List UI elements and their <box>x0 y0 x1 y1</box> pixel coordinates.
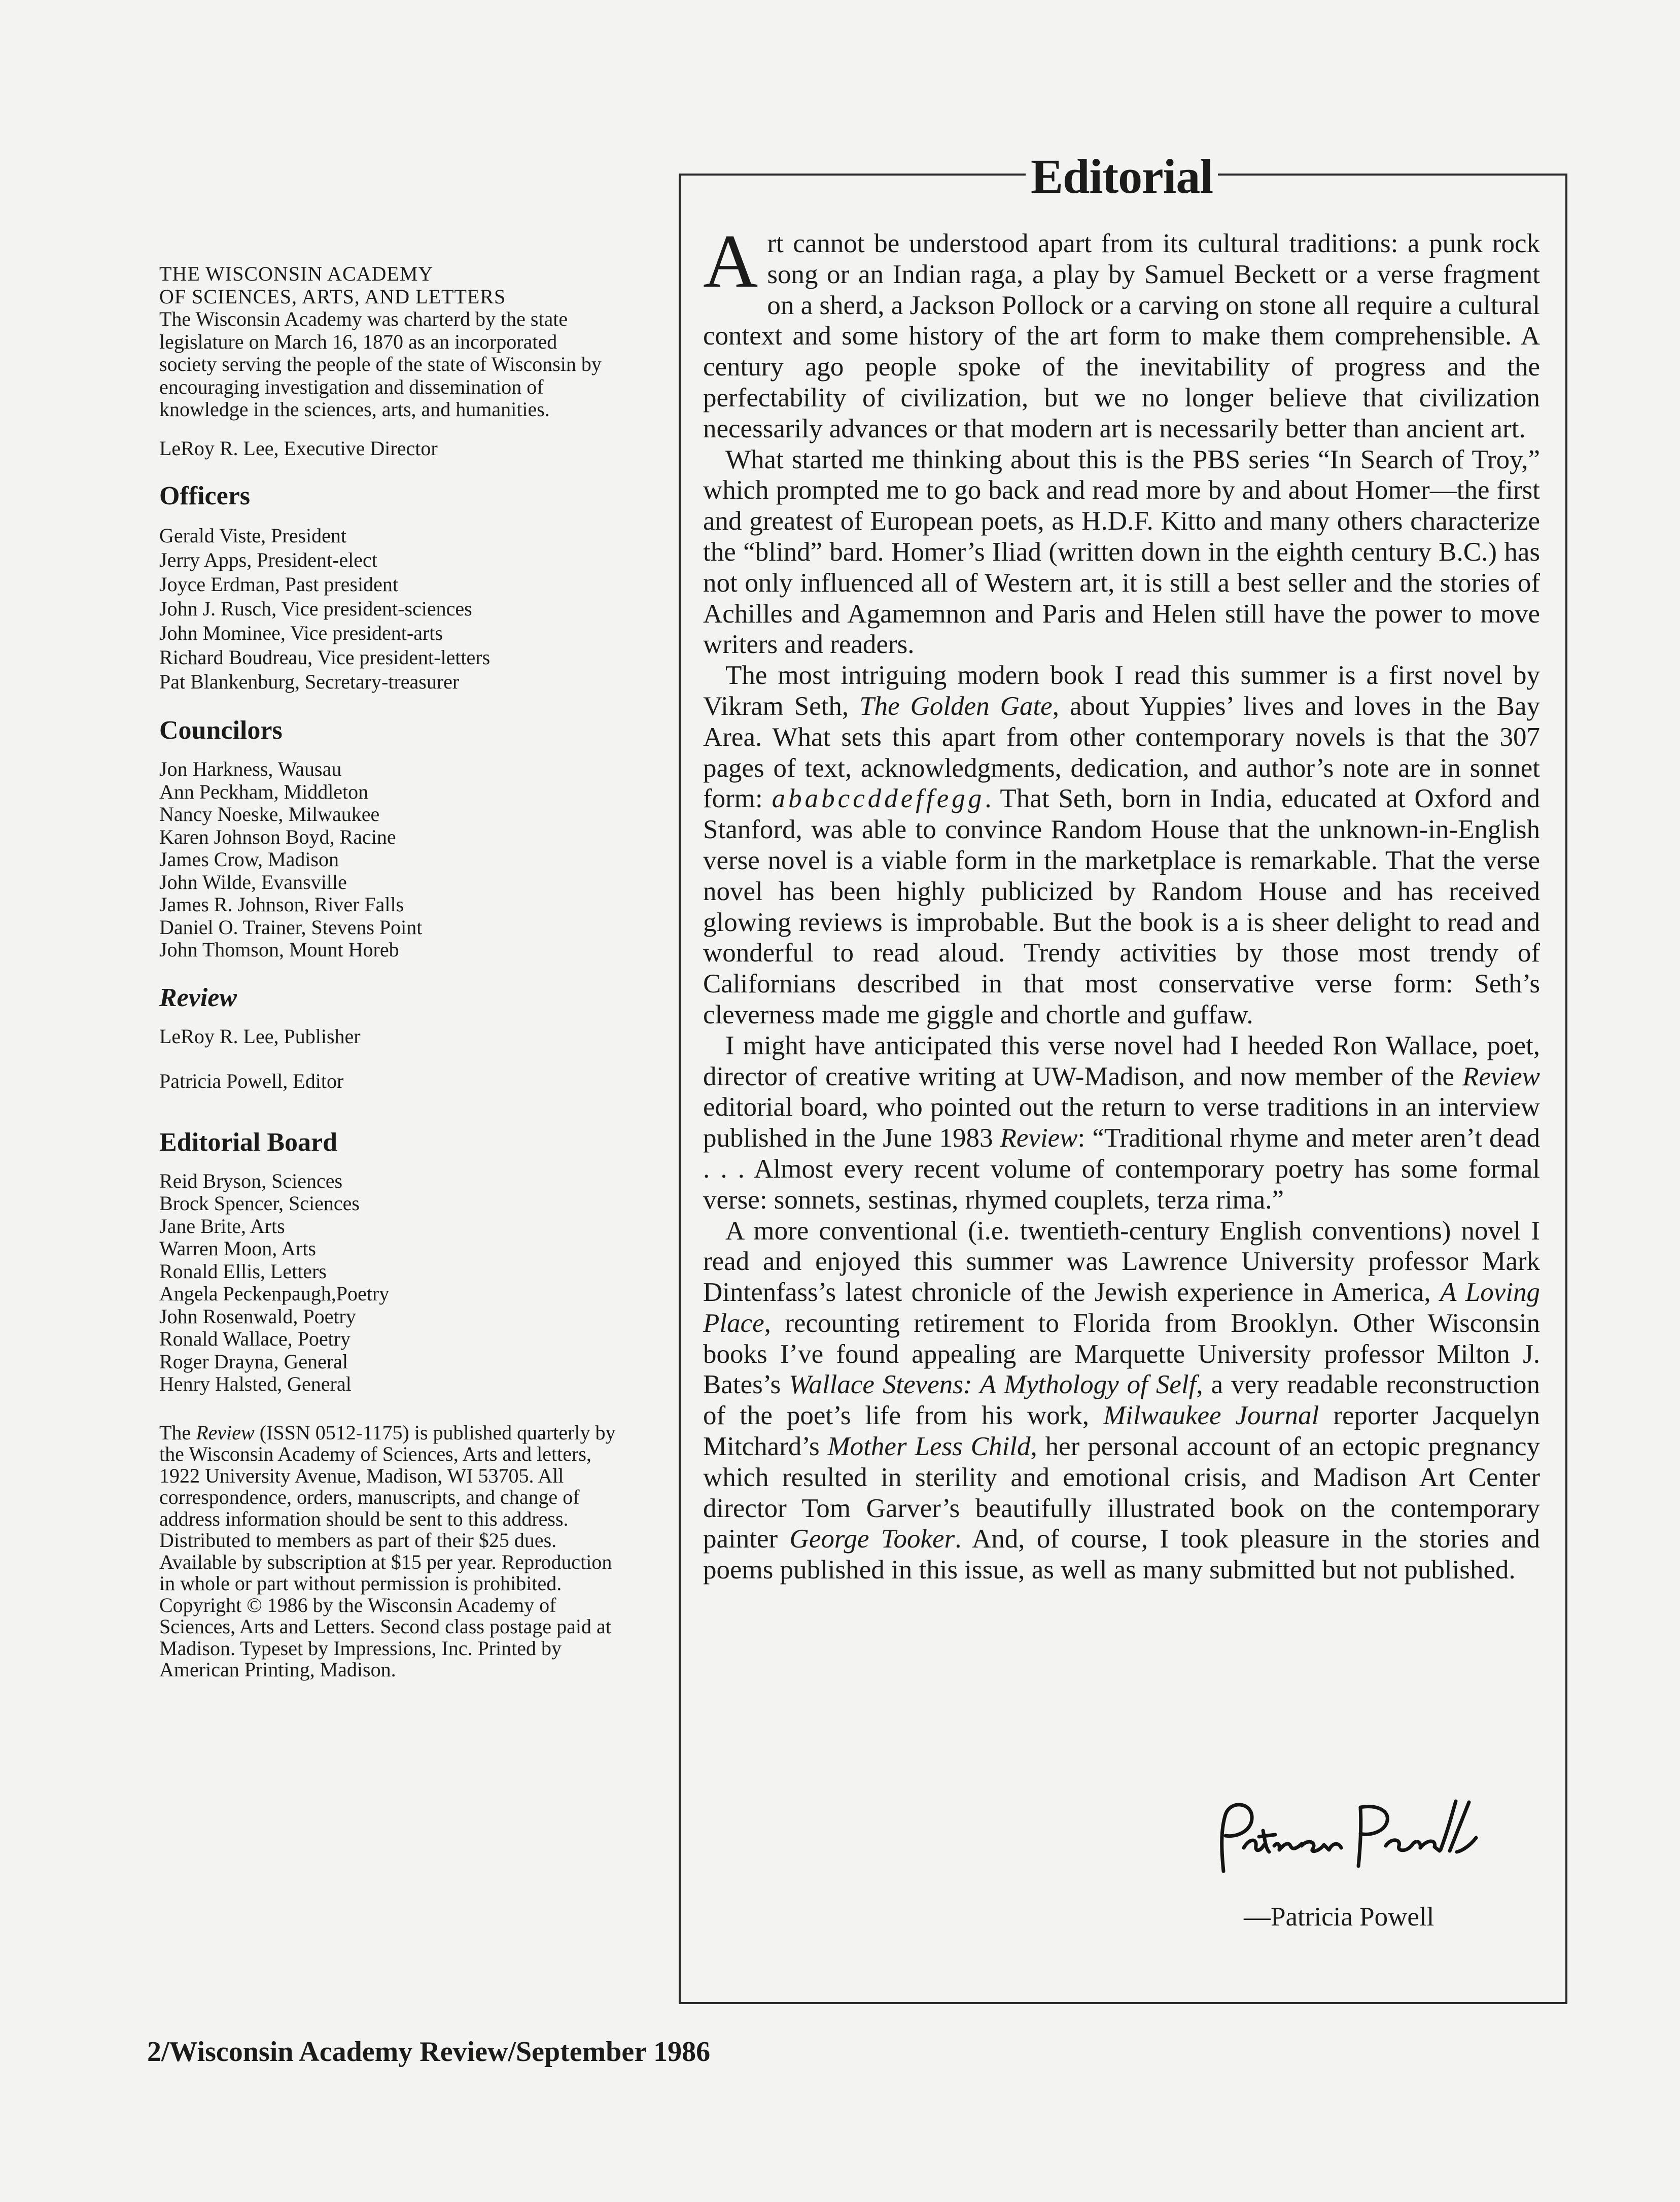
councilor-item: Daniel O. Trainer, Stevens Point <box>159 915 423 939</box>
p5-text-d: reporter Jacquelyn Mitchard’s <box>703 1401 1540 1462</box>
councilor-item: James R. Johnson, River Falls <box>159 893 404 916</box>
councilor-item: Jon Harkness, Wausau <box>159 758 342 780</box>
editorial-board-list <box>159 1170 616 1396</box>
p5-text-f: . And, of course, I took pleasure in the stories and poems published in this issue, as well as many submitted but not published. <box>703 1524 1540 1585</box>
book-title-wallace-stevens: Wallace Stevens: A Mythology of Self <box>789 1370 1197 1400</box>
board-member-item: John Rosenwald, Poetry <box>159 1304 356 1328</box>
councilor-item: James Crow, Madison <box>159 848 339 871</box>
officers-list <box>159 524 616 694</box>
masthead-column <box>159 263 616 1681</box>
officer-item: Pat Blankenburg, Secretary-treasurer <box>159 670 460 693</box>
review-staff-list <box>159 1025 616 1093</box>
p4-text-c: : “Traditional rhyme and meter aren’t dead . . . Almost every recent volume of contemporary poetry has some formal verse: sonnets, sestinas, rhymed couplets, terza rima.” <box>703 1123 1540 1215</box>
officers-heading: Officers <box>159 481 251 510</box>
officer-item: John J. Rusch, Vice president-sciences <box>159 597 472 620</box>
review-title-1: Review <box>1462 1061 1540 1091</box>
editorial-box <box>679 149 1567 2004</box>
p2-text: What started me thinking about this is the PBS series “In Search of Troy,” which prompted me to go back and read more by and about Homer—the first and greatest of European poets, as H.D.F. Kitto and many others characterize the “blind” bard. Homer’s Iliad (written down in the eighth century B.C.) has not only influenced all of Western art, it is still a best seller and the stories of Achilles and Agamemnon and Paris and Helen still have the power to move writers and readers. <box>703 444 1540 660</box>
board-member-item: Angela Peckenpaugh,Poetry <box>159 1282 390 1305</box>
editorial-paragraph-5 <box>703 1216 1540 1586</box>
officer-item: Joyce Erdman, Past president <box>159 573 398 596</box>
board-member-item: Warren Moon, Arts <box>159 1237 316 1260</box>
rhyme-scheme: ababccddeffegg <box>772 784 985 814</box>
councilor-item: John Wilde, Evansville <box>159 870 347 893</box>
p5-text-c: , a very readable reconstruction of the poet’s life from his work, <box>703 1370 1540 1431</box>
p5-text-b: , recounting retirement to Florida from Brooklyn. Other Wisconsin books I’ve found appealing are Marquette University professor Milton J. Bates’s <box>703 1308 1540 1400</box>
drop-cap: A <box>703 219 758 303</box>
book-title-loving-place: A Loving Place <box>703 1278 1540 1338</box>
p5-text-e: , her personal account of an ectopic pregnancy which resulted in sterility and emotional crisis, and Madison Art Center director Tom Garver’s beautifully illustrated book on the contemporary painter <box>703 1432 1541 1554</box>
editorial-board-heading: Editorial Board <box>159 1127 338 1157</box>
p3-text-b: , about Yuppies’ lives and loves in the Bay Area. What sets this apart from other contemporary novels is that the 307 pages of text, acknowledgments, dedication, and author’s note are in sonnet form: <box>703 691 1540 814</box>
book-title-golden-gate: The Golden Gate <box>859 691 1053 721</box>
review-heading: Review <box>159 983 237 1012</box>
p1-text: rt cannot be understood apart from its cultural traditions: a punk rock song or an Indian raga, a play by Samuel Beckett or a verse fragment on a sherd, a Jackson Pollock or a carving on stone all require a cultural context and some history of the art form to make them comprehensible. A century ago people spoke of the inevitability of progress and the perfectability of civilization, but we no longer believe that civilization necessarily advances or that modern art is necessarily better than ancient art. <box>703 229 1540 443</box>
board-member-item: Henry Halsted, General <box>159 1372 352 1395</box>
editorial-title: Editorial <box>1026 151 1218 202</box>
officer-item: Gerald Viste, President <box>159 524 347 547</box>
councilors-heading: Councilors <box>159 716 283 745</box>
review-staff-item: LeRoy R. Lee, Publisher <box>159 1024 361 1048</box>
signoff-name: —Patricia Powell <box>1244 1902 1434 1932</box>
review-title-2: Review <box>1000 1123 1078 1153</box>
p4-text-b: editorial board, who pointed out the return to verse traditions in an interview published in the June 1983 <box>703 1092 1540 1153</box>
review-staff-item: Patricia Powell, Editor <box>159 1070 344 1092</box>
councilor-item: Ann Peckham, Middleton <box>159 780 369 803</box>
page-footer: 2/Wisconsin Academy Review/September 1986 <box>147 2036 711 2068</box>
p5-text-a: A more conventional (i.e. twentieth-century English conventions) novel I read and enjoyed this summer was Lawrence University professor Mark Dintenfass’s latest chronicle of the Jewish experience in America, <box>703 1216 1540 1308</box>
p4-text-a: I might have anticipated this verse novel had I heeded Ron Wallace, poet, director of creative writing at UW-Madison, and now member of the <box>703 1030 1540 1091</box>
pub-note-review-title: Review <box>196 1421 255 1444</box>
book-title-george-tooker: George Tooker <box>789 1524 955 1554</box>
councilors-list <box>159 758 616 961</box>
councilor-item: Karen Johnson Boyd, Racine <box>159 825 396 848</box>
publication-note <box>159 1422 616 1681</box>
executive-director: LeRoy R. Lee, Executive Director <box>159 436 438 460</box>
p3-text-c: . That Seth, born in India, educated at Oxford and Stanford, was able to convince Random House that the unknown-in-English verse novel is a viable form in the marketplace is remarkable. That the verse novel has been highly publicized by Random House and has received glowing reviews is improbable. But the book is a is sheer delight to read and wonderful to read aloud. Trendy activities by those most trendy of Californians described in that most conservative verse form: Seth’s cleverness made me giggle and chortle and guffaw. <box>703 784 1540 1029</box>
officer-item: Jerry Apps, President-elect <box>159 548 377 571</box>
pub-note-before: The <box>159 1421 196 1444</box>
editorial-paragraph-2 <box>703 444 1540 661</box>
board-member-item: Reid Bryson, Sciences <box>159 1169 343 1192</box>
editorial-body <box>703 219 1541 1586</box>
academy-name-line2: OF SCIENCES, ARTS, AND LETTERS <box>159 285 506 308</box>
handwritten-signature <box>1208 1795 1492 1886</box>
editorial-paragraph-1 <box>703 219 1540 444</box>
book-title-mother-less-child: Mother Less Child <box>827 1432 1031 1462</box>
academy-name-line1: THE WISCONSIN ACADEMY <box>159 262 434 285</box>
board-member-item: Jane Brite, Arts <box>159 1214 285 1237</box>
p3-text-a: The most intriguing modern book I read this summer is a first novel by Vikram Seth, <box>703 661 1540 721</box>
editorial-paragraph-4 <box>703 1030 1540 1216</box>
board-member-item: Ronald Wallace, Poetry <box>159 1327 351 1350</box>
pub-note-after: (ISSN 0512-1175) is published quarterly by the Wisconsin Academy of Sciences, Arts and letters, 1922 University Avenue, Madison, WI 53705. All correspondence, orders, manuscripts, and change of address information should be sent to this address. Distributed to members as part of their $25 dues. Available by subscription at $15 per year. Reproduction in whole or part without permission is prohibited. Copyright © 1986 by the Wisconsin Academy of Sciences, Arts and Letters. Second class postage paid at Madison. Typeset by Impressions, Inc. Printed by American Printing, Madison. <box>159 1421 616 1681</box>
officer-item: Richard Boudreau, Vice president-letters <box>159 646 491 669</box>
councilor-item: Nancy Noeske, Milwaukee <box>159 803 380 825</box>
councilor-item: John Thomson, Mount Horeb <box>159 938 399 961</box>
board-member-item: Ronald Ellis, Letters <box>159 1259 327 1283</box>
academy-description: The Wisconsin Academy was charterd by the state legislature on March 16, 1870 as an incorporated society serving the people of the state of Wisconsin by encouraging investigation and dissemination of knowledge in the sciences, arts, and humanities. <box>159 307 602 421</box>
board-member-item: Brock Spencer, Sciences <box>159 1192 360 1215</box>
officer-item: John Mominee, Vice president-arts <box>159 622 443 644</box>
editorial-paragraph-3 <box>703 660 1540 1030</box>
publication-milwaukee-journal: Milwaukee Journal <box>1103 1401 1319 1431</box>
board-member-item: Roger Drayna, General <box>159 1350 348 1373</box>
